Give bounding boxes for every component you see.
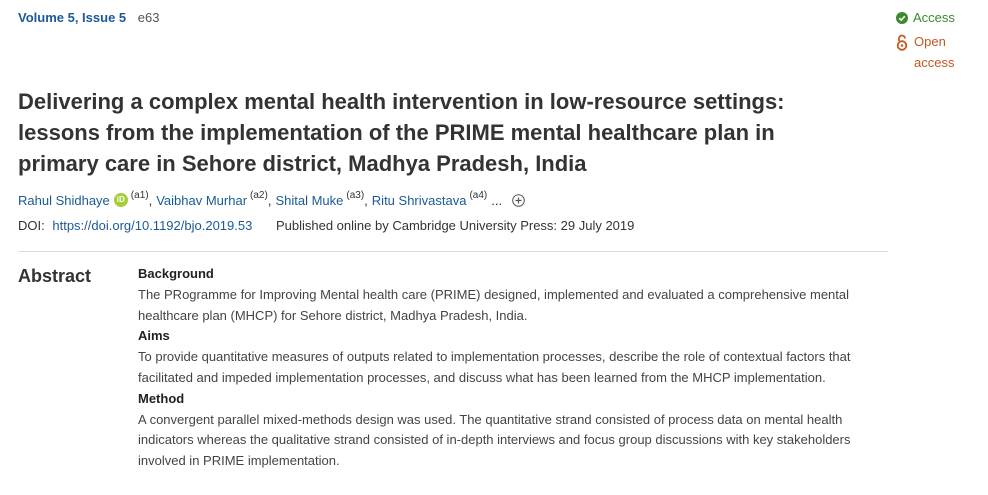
- more-authors-ellipsis: ...: [491, 193, 503, 208]
- abstract-section-text: The PRogramme for Improving Mental health care (PRIME) designed, implemented and evaluated a comprehensive mental healthcare plan (MHCP) for Sehore district, Madhya Pradesh, India.: [138, 286, 850, 323]
- abstract-body: [138, 264, 878, 472]
- abstract-section-text: To provide quantitative measures of outputs related to implementation processes, describe the role of contextual factors that facilitated and impeded implementation processes, and discuss what has been learned from the MHCP implementation.: [138, 349, 851, 385]
- article-title: Delivering a complex mental health intervention in low-resource settings: lessons from the implementation of the PRIME mental healthcare plan in primary care in Sehore district, Madhya Pradesh, India: [18, 89, 785, 176]
- abstract-section-title: Method: [138, 390, 185, 406]
- expand-authors-plus-icon[interactable]: [512, 194, 525, 207]
- author-affiliation: (a4): [469, 190, 488, 201]
- author-affiliation: (a1): [130, 190, 149, 201]
- doi-link[interactable]: https://doi.org/10.1192/bjo.2019.53: [52, 218, 253, 233]
- divider: [18, 251, 888, 252]
- published-date: Published online by Cambridge University Press: 29 July 2019: [275, 218, 635, 233]
- abstract-section-text: A convergent parallel mixed-methods design was used. The quantitative strand consisted of process data on mental health indicators whereas the qualitative strand consisted of in-depth interviews and focus group discussions with key stakeholders involved in PRIME implementation.: [138, 411, 851, 469]
- author-affiliation: (a2): [250, 190, 268, 201]
- author-link[interactable]: Vaibhav Murhar: [156, 193, 248, 208]
- open-access-status: [896, 31, 986, 73]
- access-panel: [896, 10, 986, 73]
- doi-label: DOI:: [18, 218, 45, 233]
- volume-issue-link[interactable]: Volume 5, Issue 5: [18, 10, 127, 25]
- author-link[interactable]: Rahul Shidhaye: [18, 193, 110, 208]
- access-status: [896, 10, 986, 25]
- author-link[interactable]: Ritu Shrivastava: [371, 193, 467, 208]
- author-link[interactable]: Shital Muke: [275, 193, 344, 208]
- author-affiliation: (a3): [346, 190, 365, 201]
- author-list: Rahul Shidhaye iD (a1) , Vaibhav Murhar (a2) , Shital Muke (a3) , Ritu Shrivastava (a4) ...: [18, 193, 525, 208]
- open-lock-icon: [896, 34, 908, 51]
- abstract-heading: Abstract: [18, 266, 92, 286]
- abstract-section-title: Background: [138, 266, 214, 281]
- abstract-section-title: Aims: [138, 328, 170, 344]
- orcid-icon[interactable]: iD: [114, 193, 128, 207]
- check-circle-icon: [896, 12, 908, 24]
- access-label: Access: [913, 10, 955, 25]
- doi-line: [18, 218, 634, 233]
- article-page-number: e63: [137, 10, 160, 25]
- open-access-label: Open access: [914, 34, 955, 70]
- issue-info: [18, 10, 159, 25]
